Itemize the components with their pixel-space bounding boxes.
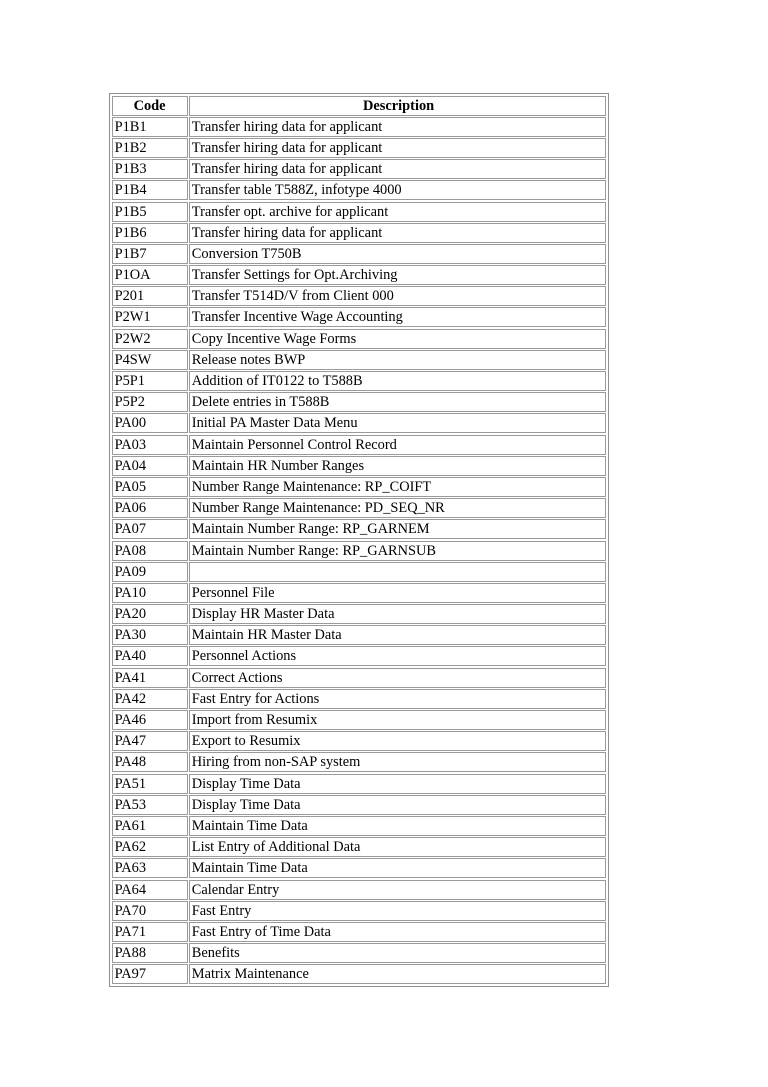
description-cell: Display HR Master Data (189, 604, 607, 624)
description-cell: Conversion T750B (189, 244, 607, 264)
description-cell: Export to Resumix (189, 731, 607, 751)
description-cell: Benefits (189, 943, 607, 963)
table-row (111, 159, 607, 180)
table-row (111, 137, 607, 158)
code-cell: PA62 (112, 837, 188, 857)
code-cell: P1B7 (112, 244, 188, 264)
table-row (111, 625, 607, 646)
description-cell: Maintain Number Range: RP_GARNEM (189, 519, 607, 539)
description-cell: Addition of IT0122 to T588B (189, 371, 607, 391)
description-cell: Maintain HR Number Ranges (189, 456, 607, 476)
code-cell: PA42 (112, 689, 188, 709)
description-cell: Copy Incentive Wage Forms (189, 329, 607, 349)
table-row (111, 307, 607, 328)
table-row (111, 180, 607, 201)
code-cell: PA61 (112, 816, 188, 836)
code-cell: PA63 (112, 858, 188, 878)
code-cell: PA07 (112, 519, 188, 539)
table-row (111, 116, 607, 137)
table-row (111, 540, 607, 561)
table-row (111, 752, 607, 773)
table-row (111, 582, 607, 603)
table-body (111, 116, 607, 985)
table-row (111, 392, 607, 413)
description-cell: Maintain Time Data (189, 816, 607, 836)
code-cell: P1B5 (112, 202, 188, 222)
code-cell: P5P2 (112, 392, 188, 412)
table-row (111, 476, 607, 497)
table-row (111, 201, 607, 222)
code-cell: PA51 (112, 774, 188, 794)
table-row (111, 900, 607, 921)
description-cell: Release notes BWP (189, 350, 607, 370)
table-row (111, 328, 607, 349)
table-row (111, 455, 607, 476)
description-cell: Delete entries in T588B (189, 392, 607, 412)
code-cell: PA30 (112, 625, 188, 645)
code-cell: PA03 (112, 435, 188, 455)
description-cell: Transfer hiring data for applicant (189, 138, 607, 158)
code-cell: PA47 (112, 731, 188, 751)
table-row (111, 794, 607, 815)
description-cell: Personnel Actions (189, 646, 607, 666)
code-cell: PA09 (112, 562, 188, 582)
code-cell: P2W1 (112, 307, 188, 327)
description-cell: Transfer Settings for Opt.Archiving (189, 265, 607, 285)
code-cell: PA05 (112, 477, 188, 497)
description-cell: Calendar Entry (189, 880, 607, 900)
description-cell: Transfer T514D/V from Client 000 (189, 286, 607, 306)
code-cell: PA53 (112, 795, 188, 815)
table-row (111, 858, 607, 879)
description-cell: Display Time Data (189, 795, 607, 815)
description-cell: Display Time Data (189, 774, 607, 794)
description-cell: Number Range Maintenance: RP_COIFT (189, 477, 607, 497)
code-cell: PA40 (112, 646, 188, 666)
code-cell: PA00 (112, 413, 188, 433)
code-column-header: Code (112, 96, 188, 116)
code-cell: PA20 (112, 604, 188, 624)
description-cell (189, 562, 607, 582)
description-cell: List Entry of Additional Data (189, 837, 607, 857)
table-row (111, 815, 607, 836)
table-row (111, 688, 607, 709)
table-row (111, 709, 607, 730)
table-row (111, 222, 607, 243)
description-cell: Transfer hiring data for applicant (189, 223, 607, 243)
table-row (111, 370, 607, 391)
code-cell: PA64 (112, 880, 188, 900)
table-row (111, 434, 607, 455)
code-cell: P1B3 (112, 159, 188, 179)
table-row (111, 667, 607, 688)
description-cell: Maintain HR Master Data (189, 625, 607, 645)
table-row (111, 837, 607, 858)
code-cell: P1B2 (112, 138, 188, 158)
code-cell: P1B6 (112, 223, 188, 243)
description-cell: Import from Resumix (189, 710, 607, 730)
table-row (111, 498, 607, 519)
table-row (111, 243, 607, 264)
code-cell: PA48 (112, 752, 188, 772)
table-row (111, 561, 607, 582)
table-row (111, 286, 607, 307)
table-header-row (111, 95, 607, 116)
description-cell: Transfer hiring data for applicant (189, 159, 607, 179)
code-cell: PA88 (112, 943, 188, 963)
table-row (111, 773, 607, 794)
description-cell: Hiring from non-SAP system (189, 752, 607, 772)
code-cell: P4SW (112, 350, 188, 370)
description-cell: Matrix Maintenance (189, 964, 607, 984)
table-row (111, 349, 607, 370)
code-cell: PA10 (112, 583, 188, 603)
table-row (111, 879, 607, 900)
table-row (111, 604, 607, 625)
description-cell: Maintain Time Data (189, 858, 607, 878)
code-cell: PA71 (112, 922, 188, 942)
code-cell: PA97 (112, 964, 188, 984)
table-row (111, 943, 607, 964)
code-cell: P1B1 (112, 117, 188, 137)
table-row (111, 646, 607, 667)
description-cell: Correct Actions (189, 668, 607, 688)
description-cell: Transfer hiring data for applicant (189, 117, 607, 137)
description-cell: Personnel File (189, 583, 607, 603)
table-row (111, 921, 607, 942)
description-cell: Fast Entry (189, 901, 607, 921)
code-cell: PA06 (112, 498, 188, 518)
table-row (111, 413, 607, 434)
code-cell: PA46 (112, 710, 188, 730)
code-cell: P2W2 (112, 329, 188, 349)
code-cell: P1OA (112, 265, 188, 285)
code-cell: P201 (112, 286, 188, 306)
description-cell: Fast Entry of Time Data (189, 922, 607, 942)
description-cell: Transfer opt. archive for applicant (189, 202, 607, 222)
code-cell: PA70 (112, 901, 188, 921)
code-cell: PA04 (112, 456, 188, 476)
description-cell: Transfer table T588Z, infotype 4000 (189, 180, 607, 200)
code-cell: PA08 (112, 541, 188, 561)
description-column-header: Description (189, 96, 607, 116)
code-cell: P5P1 (112, 371, 188, 391)
description-cell: Maintain Personnel Control Record (189, 435, 607, 455)
description-cell: Fast Entry for Actions (189, 689, 607, 709)
transaction-code-table (109, 93, 609, 987)
code-cell: P1B4 (112, 180, 188, 200)
description-cell: Transfer Incentive Wage Accounting (189, 307, 607, 327)
table-row (111, 265, 607, 286)
table-row (111, 519, 607, 540)
table-row (111, 964, 607, 985)
description-cell: Initial PA Master Data Menu (189, 413, 607, 433)
table-row (111, 731, 607, 752)
code-cell: PA41 (112, 668, 188, 688)
description-cell: Maintain Number Range: RP_GARNSUB (189, 541, 607, 561)
description-cell: Number Range Maintenance: PD_SEQ_NR (189, 498, 607, 518)
